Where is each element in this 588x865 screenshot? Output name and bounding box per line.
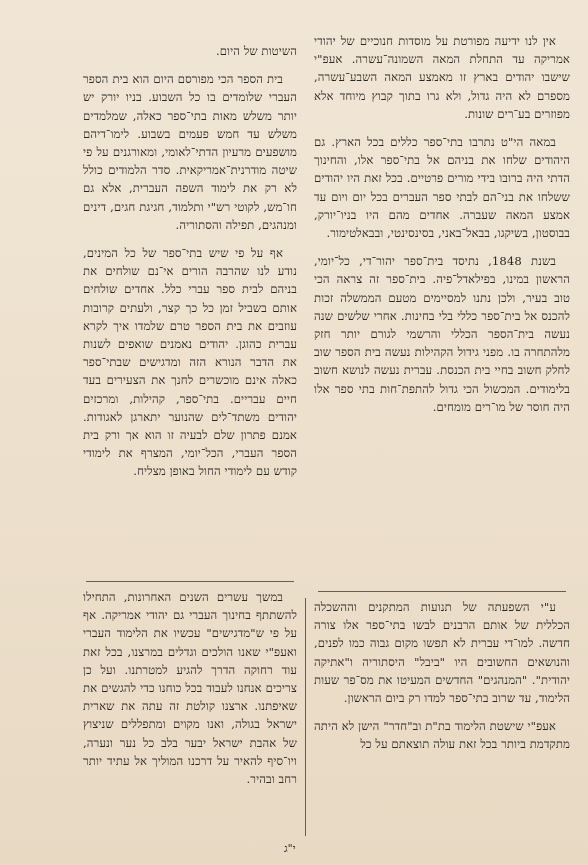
paragraph-reform-influence: ע"י השפעתה של תנועות המתקנים וההשכלה הכללית של אותם הרבנים לבשו בתי־ספר אלו צורה חדשה. למו־די עברית לא תפשו מקום גבוה כמו לפנים, והנושאים החשובים היו "ביבל" היסתוריה ו"אתיקה יהודית". "המנהגים" החדשים המעיטו את מס־פר שעות הלימוד, עד שרוב בתי־ספר למדו רק ביום הראשון. [314, 600, 570, 706]
paragraph-methods-continued: השיטות של היום. [215, 44, 297, 58]
paragraph-19th-century: במאה הי"ט נתרבו בתי־ספר כללים בכל הארץ. גם היהודים שלחו את בניהם אל בתי־ספר אלו, והחינוך הדתי היה ברובו בידי מורים פרטיים. בכל זאת היו יהודים ששלחו את בני־הם לבתי ספר העברים בכל יום ויום עד אמצע המאה שעברה. אחדים מהם היו בניו־יורק, בבוסטון, בשיקגו, בבאל־באני, בסינסינטי, ובבאלטימור. [314, 135, 570, 241]
paragraph-1848-school: בשנת 1848, נתיסד בית־ספר יהור־די, כל־יומי, הראשון במינו, בפילאדל־פיה. בית־ספר זה צראה הכי טוב בעיר, ולכן נתנו למסיימים מטעם הממשלה זכות להכנס אל בית־ספר כללי בלי בחינות. אחרי שלשים שנה נעשה בית־הספר הכללי והרשמי לגורם יותר חזק מלהתחרה בו. מפני גידול הקהילות נעשה בית הספר שוב לחלק חשוב בחיי בית הכנסת. עברית נעשה לנושא חשוב בלימודים. המכשול הכי גדול להתפת־חות בתי ספר אלו היה חוסר של מו־רים מומחים. [314, 254, 570, 414]
paragraph-weekly-school: בית הספר הכי מפורסם היום הוא בית הספר העברי שלומדים בו כל השבוע. בניו יורק יש יותר משלש מאות בתי־ספר כאלה, שמלמדים משלש עד חמש פעמים בשבוע. לימו־דיהם מושפעים מרעיון הדתי־לאומי, ומאורגנים על פי שיטה מודרנית־אמריקאית. סדר הלמודים כולל לא רק את לימוד השפה העברית, אלא גם חו־מש, לקוטי רש"י ותלמוד, חגיגת חגים, דינים ומנהגים, תפילה והסתוריה. [83, 72, 297, 232]
paragraph-early-history: אין לנו ידיעה מפורטת על מוסדות חנוכיים של יהודי אמריקה עד התחלת המאה השמונה־עשרה. אעפ"י שישבו יהודים בארץ זו מאמצע המאה השבע־עשרה, מספרם לא היה גדול, ולא גרו בתוך קבוץ מיוחד אלא מפוזרים בע־רים שונות. [314, 34, 570, 121]
divider-right-section [318, 591, 566, 592]
column-divider-bottom [305, 598, 306, 836]
paragraph-old-cheder: אעפ"י שישטת הלימוד בת"ת וב"חדר" הישן לא היתה מתקדמת ביותר בכל זאת עולה תוצאתם על כל [314, 719, 570, 752]
right-column-top [314, 32, 570, 416]
paragraph-last-twenty-years: במשך עשרים השנים האחרונות, התחילו להשתתף בחינוך העברי גם יהודי אמריקה. אף על פי ש"מדגישים" עכשיו את הלימוד העברי ואעפ"י שאנו הולכים וגדלים במרצנו, בכל זאת עוד רחוקה הדרך להגיע למטרתנו. ועל כן צריכים אנחנו לעבוד בכל כוחנו כדי להגשים את שאיפתנו. ארצנו קולטת זה עתה את שארית ישראל בגולה, ואנו מקוים ומתפללים שניצוץ של אהבת ישראל יבער בלב כל נער ונערה, ויו־סיף להאיר על דרכנו המוליך אל עתיד יותר רחב ובהיר. [83, 590, 297, 787]
right-column-bottom [314, 598, 570, 754]
left-column-bottom [83, 588, 297, 788]
paragraph-parents: אף על פי שיש בתי־ספר של כל המינים, נודע לנו שהרבה הורים אי־נם שולחים את בניהם לבית ספר עברי כלל. אחדים שולחים אותם בשביל זמן כל כך קצר, ולעתים קרובות עוזבים את בית הספר טרם שלמדו איך לקרא עברית כהוגן. יהודים נאמנים שואפים לשנות את הדבר הנורא הזה ומדגישים שבתי־ספר כאלה אינם מוכשרים לחנך את הצעירים בעד חיים עבריים. בתי־ספר, קהילות, ומרכזים יהודים משתד־לים שהנוער יתארגן לאגודות. אמנם פתרון שלם לבעיה זו הוא אך ורק בית הספר העברי, הכל־יומי, המצרף את לימודי קודש עם לימודי החול באופן מצליח. [83, 246, 297, 479]
left-column-top [83, 42, 297, 481]
page-number: י"ג [284, 842, 296, 855]
divider-left-section [86, 581, 294, 582]
